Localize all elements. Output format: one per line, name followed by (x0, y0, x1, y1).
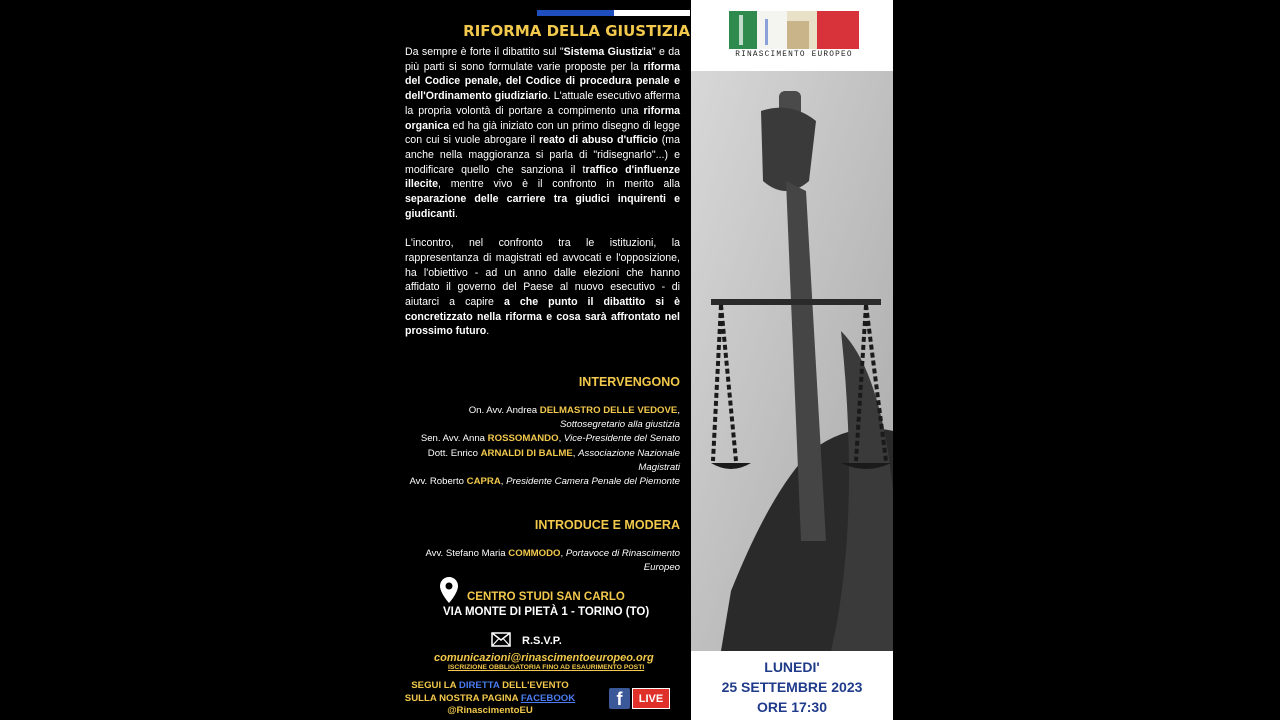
speaker-role: Vice-Presidente del Senato (563, 433, 680, 445)
speaker-prefix: On. Avv. Andrea (468, 405, 540, 416)
moderator-prefix: Avv. Stefano Maria (425, 548, 509, 559)
follow-line1a: SEGUI LA (411, 680, 459, 691)
rsvp-email-link[interactable]: comunicazioni@rinascimentoeuropeo.org (434, 652, 654, 664)
location-address: VIA MONTE DI PIETÀ 1 - TORINO (TO) (443, 606, 650, 618)
speaker-name: DELMASTRO DELLE VEDOVE (539, 405, 678, 416)
follow-line1c: DELL'EVENTO (499, 680, 569, 691)
speaker-role: Sottosegretario alla giustizia (560, 419, 680, 431)
speaker-entry: Avv. Roberto CAPRA, Presidente Camera Penale del Piemonte (409, 476, 680, 488)
moderator-role: Portavoce di Rinascimento Europeo (565, 548, 680, 574)
speakers-list (404, 404, 680, 489)
moderator-name: COMMODO (508, 548, 561, 559)
event-date: 25 SETTEMBRE 2023 (721, 679, 863, 695)
page-title: RIFORMA DELLA GIUSTIZIA (463, 22, 690, 40)
location-name: CENTRO STUDI SAN CARLO (467, 591, 625, 603)
map-pin-icon (440, 577, 458, 603)
follow-line1b: DIRETTA (458, 680, 500, 691)
intro-text: Da sempre è forte il dibattito sul "Sistema Giustizia" e da più parti si sono formulate varie proposte per la riforma del Codice penale, del Codice di procedura penale e dell'Ordinamento giudiziario. L'attuale esecutivo afferma la propria volontà di portare a compimento una riforma organica ed ha già iniziato con un primo disegno di legge con cui si vuole abrogare il reato di abuso d'ufficio (ma anche nella maggioranza si parla di "ridisegnarlo"...) e modificare quello che sanziona il traffico d'influenze illecite, mentre vivo è il confronto in merito alla separazione delle carriere tra giudici inquirenti e giudicanti. L'incontro, nel confronto tra le istituzioni, la rappresentanza di magistrati ed avvocati e l'opposizione, ha l'obiettivo - ad un anno dalle elezioni che hanno affidato il governo del Paese al nuovo esecutivo - di aiutarci a capire a che punto il dibattito si è concretizzato nella riforma e cosa sarà affrontato nel prossimo futuro. (405, 46, 680, 338)
speaker-role: Associazione Nazionale Magistrati (578, 447, 680, 473)
facebook-link[interactable]: FACEBOOK (520, 692, 576, 704)
flag-stripe (537, 10, 690, 16)
speaker-name: CAPRA (466, 476, 501, 488)
live-badge: LIVE (632, 688, 670, 709)
speaker-entry: Sen. Avv. Anna ROSSOMANDO, Vice-Presidente del Senato (420, 433, 680, 445)
registration-notice: ISCRIZIONE OBBLIGATORIA FINO AD ESAURIMENTO POSTI (448, 664, 645, 671)
moderator-entry: Avv. Stefano Maria COMMODO, Portavoce di Rinascimento Europeo (425, 548, 680, 574)
rsvp-label: R.S.V.P. (522, 635, 562, 647)
speaker-prefix: Sen. Avv. Anna (420, 433, 488, 445)
speaker-entry: On. Avv. Andrea DELMASTRO DELLE VEDOVE, Sottosegretario alla giustizia (468, 405, 680, 431)
twitter-handle: @RinascimentoEU (447, 705, 533, 716)
event-day: LUNEDI' (764, 659, 820, 675)
mail-icon (491, 632, 511, 647)
facebook-icon[interactable]: f (609, 688, 630, 709)
speaker-prefix: Dott. Enrico (427, 447, 481, 459)
rinascimento-logo (729, 11, 859, 49)
speaker-prefix: Avv. Roberto (409, 476, 467, 488)
follow-text (400, 680, 580, 718)
speaker-role: Presidente Camera Penale del Piemonte (506, 476, 680, 488)
follow-line2a: SULLA NOSTRA PAGINA (404, 692, 521, 704)
event-time: ORE 17:30 (756, 699, 828, 715)
speaker-name: ROSSOMANDO (487, 433, 559, 445)
speaker-entry: Dott. Enrico ARNALDI DI BALME, Associazione Nazionale Magistrati (427, 447, 680, 473)
justice-statue-photo (691, 71, 893, 651)
intervengono-heading: INTERVENGONO (578, 375, 680, 389)
moderator-heading: INTRODUCE E MODERA (534, 518, 680, 532)
speaker-name: ARNALDI DI BALME (480, 447, 573, 459)
logo-text: RINASCIMENTO EUROPEO (735, 51, 853, 59)
